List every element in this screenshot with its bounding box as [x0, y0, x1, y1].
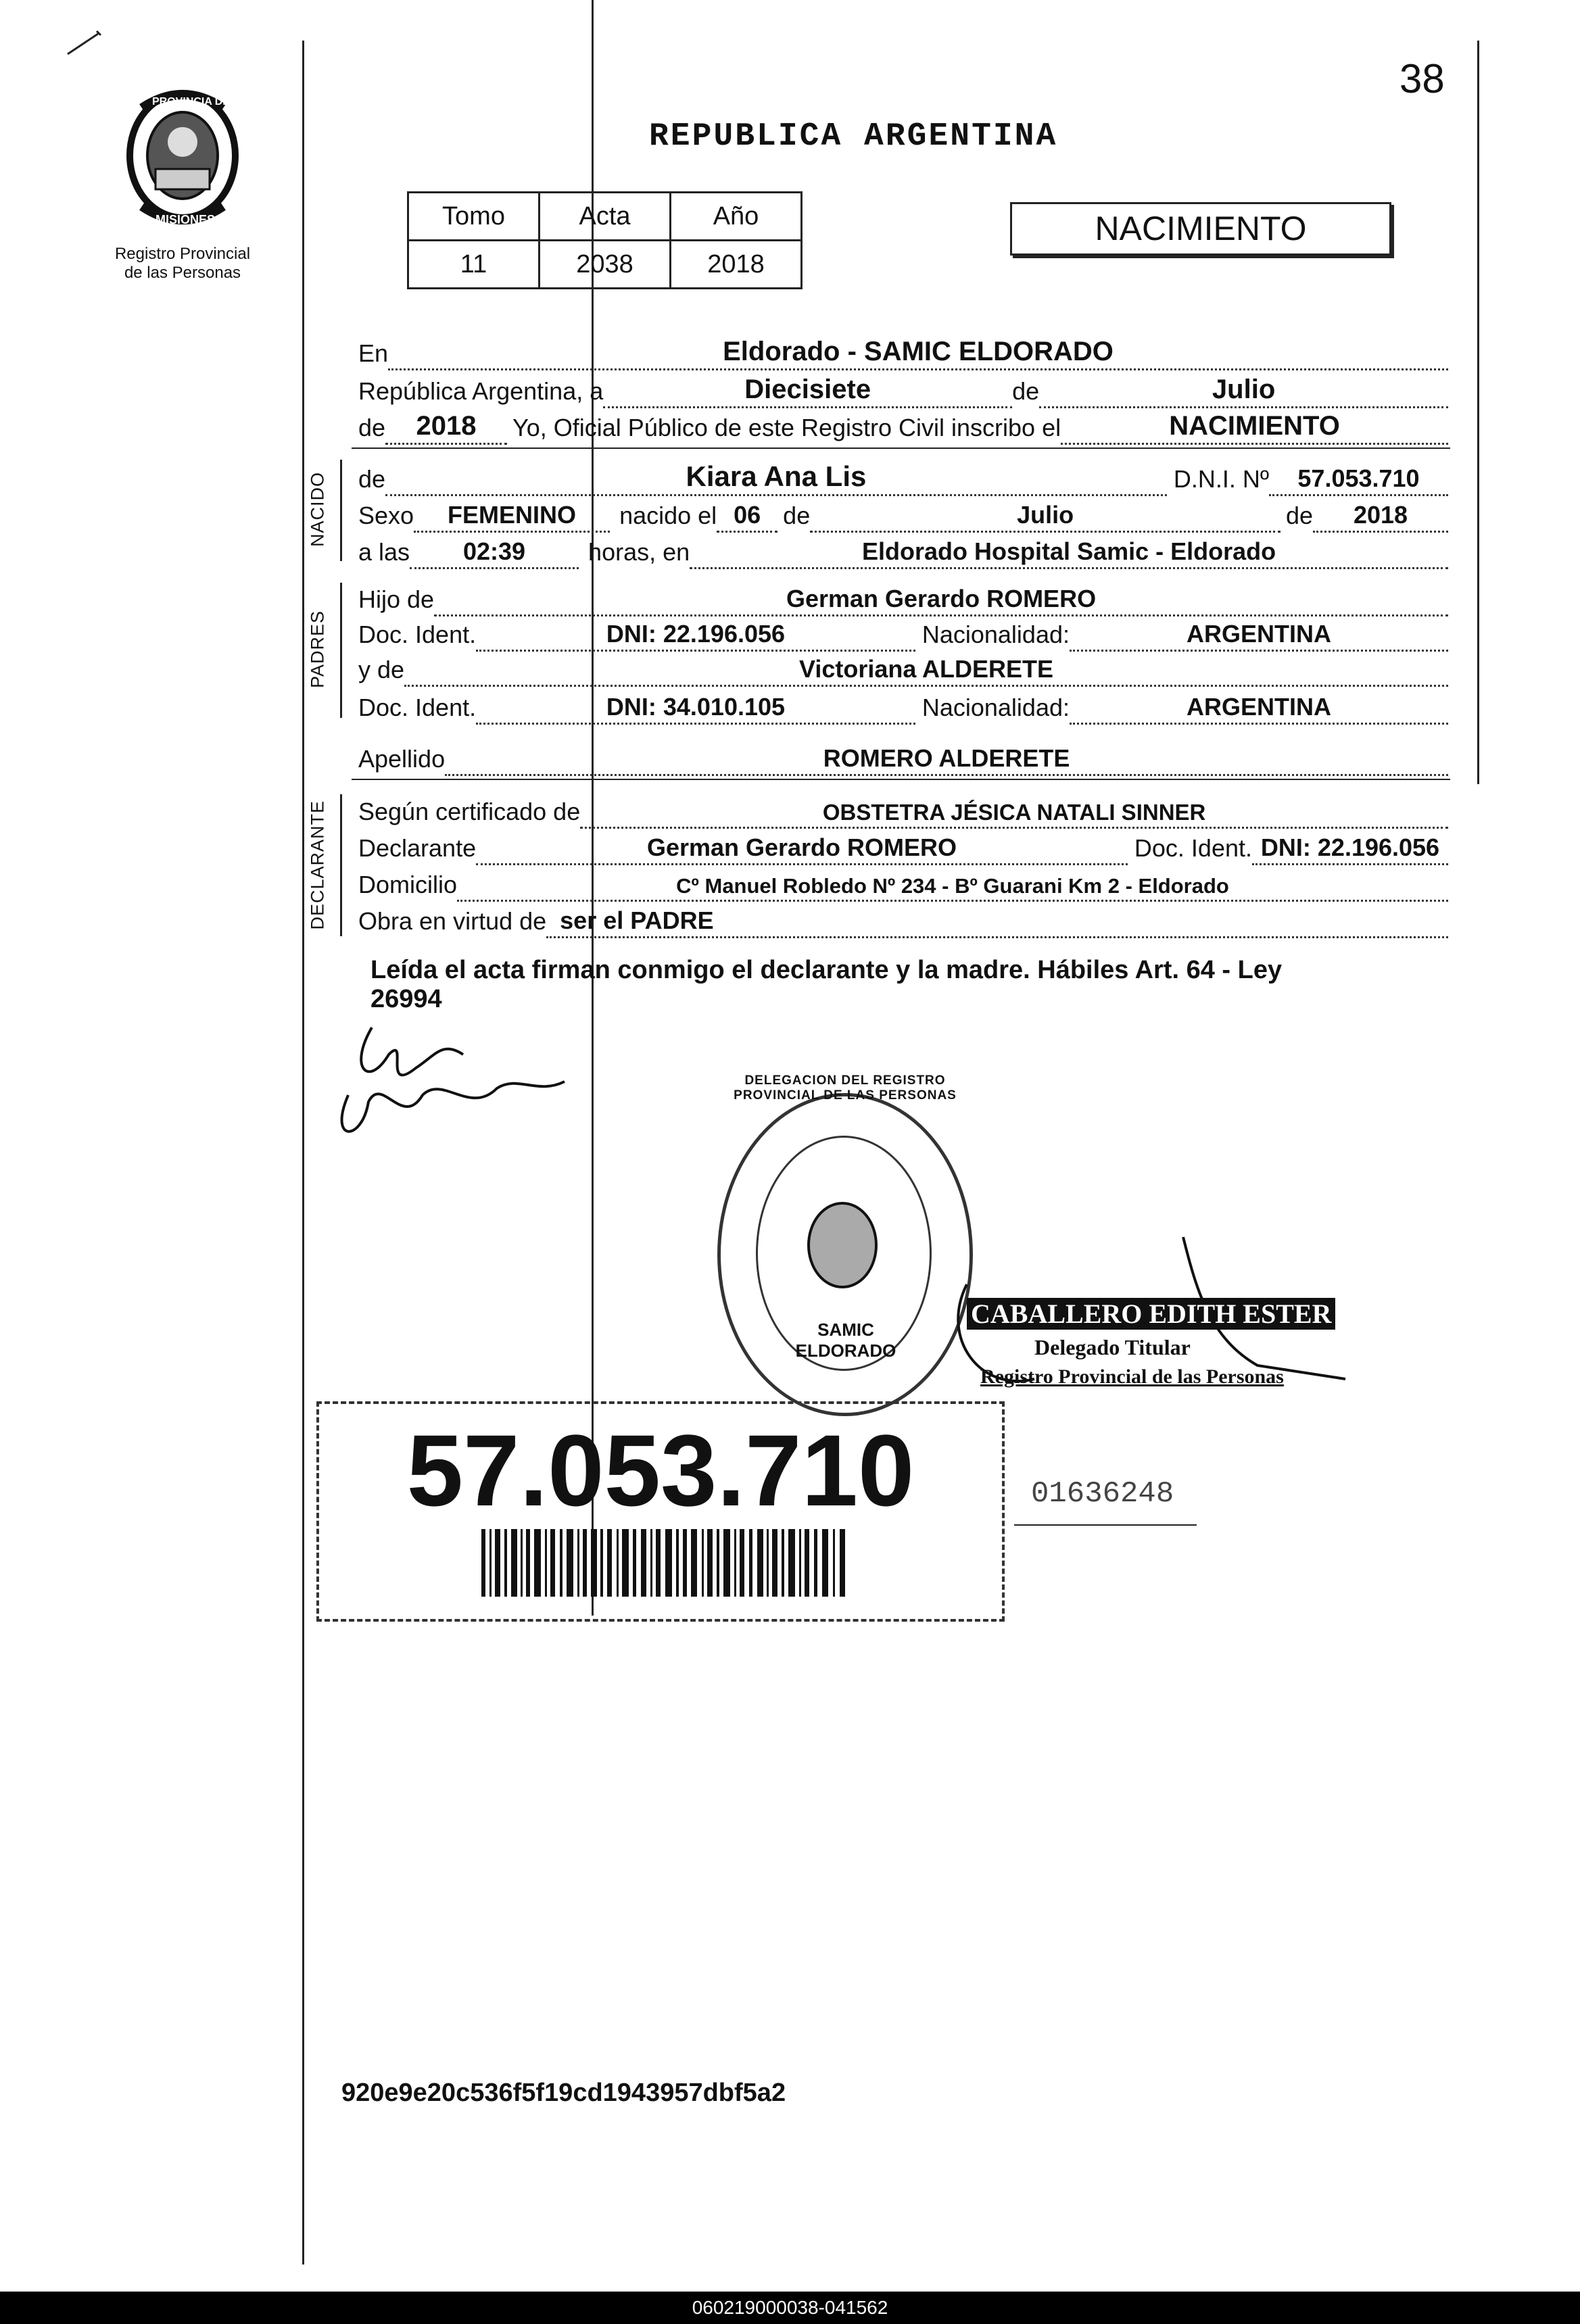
row-father: Hijo de German Gerardo ROMERO [358, 577, 1448, 616]
acta-header: Acta [540, 193, 671, 241]
father-name: German Gerardo ROMERO [434, 585, 1448, 616]
footer-id: 060219000038-041562 [692, 2297, 888, 2318]
place-value: Eldorado - SAMIC ELDORADO [388, 337, 1448, 370]
registry-label: Registro Provincial de las Personas [114, 245, 251, 282]
month-value: Julio [1039, 374, 1448, 408]
declarante-name: German Gerardo ROMERO [476, 833, 1128, 865]
document-hash: 920e9e20c536f5f19cd1943957dbf5a2 [341, 2079, 786, 2107]
birth-year: 2018 [1313, 501, 1448, 533]
emblem-bottom-text: MISIONES [155, 213, 216, 226]
father-doc: DNI: 22.196.056 [476, 620, 915, 652]
emblem-top-text: PROVINCIA DE [152, 96, 230, 107]
act-type-box: NACIMIENTO [1010, 202, 1391, 256]
acta-value: 2038 [540, 241, 671, 289]
child-dni: 57.053.710 [1269, 464, 1448, 496]
row-domicilio: Domicilio Cº Manuel Robledo Nº 234 - Bº Guarani Km 2 - Eldorado [358, 863, 1448, 902]
row-certificado: Según certificado de OBSTETRA JÉSICA NATALI SINNER [358, 790, 1448, 829]
closing-text: Leída el acta firman conmigo el declarante y la madre. Hábiles Art. 64 - Ley 26994 [370, 956, 1283, 1013]
mother-nationality: ARGENTINA [1070, 693, 1448, 725]
signatures [308, 1014, 592, 1149]
anio-value: 2018 [671, 241, 802, 289]
certificado-value: OBSTETRA JÉSICA NATALI SINNER [580, 800, 1448, 829]
mother-doc: DNI: 34.010.105 [476, 693, 915, 725]
row-name: de Kiara Ana Lis D.N.I. Nº 57.053.710 [358, 457, 1448, 496]
row-sexo: Sexo FEMENINO nacido el 06 de Julio de 2018 [358, 493, 1448, 533]
footer-id-bar [0, 2292, 1580, 2324]
child-name: Kiara Ana Lis [385, 460, 1167, 496]
tomo-value: 11 [408, 241, 540, 289]
stamp-inner-text: SAMIC ELDORADO [795, 1320, 896, 1361]
birth-month: Julio [810, 501, 1280, 533]
section-declarante: DECLARANTE [307, 800, 328, 930]
tomo-header: Tomo [408, 193, 540, 241]
row-father-doc: Doc. Ident. DNI: 22.196.056 Nacionalidad: ARGENTINA [358, 612, 1448, 652]
barcode-icon [481, 1529, 860, 1603]
row-hour: a las 02:39 horas, en Eldorado Hospital Samic - Eldorado [358, 530, 1448, 569]
province-emblem [115, 88, 250, 243]
row-republica: República Argentina, a Diecisiete de Julio [358, 369, 1448, 408]
row-declarante: Declarante German Gerardo ROMERO Doc. Ident. DNI: 22.196.056 [358, 826, 1448, 865]
row-mother: y de Victoriana ALDERETE [358, 648, 1448, 687]
official-name: CABALLERO EDITH ESTER [967, 1298, 1335, 1330]
day-words: Diecisiete [603, 374, 1012, 408]
domicilio-value: Cº Manuel Robledo Nº 234 - Bº Guarani Km 2 - Eldorado [457, 874, 1448, 902]
corner-mark-icon [64, 27, 105, 61]
official-office: Registro Provincial de las Personas [980, 1365, 1284, 1388]
year-value: 2018 [385, 411, 507, 445]
mother-name: Victoriana ALDERETE [404, 655, 1448, 687]
row-obra: Obra en virtud de ser el PADRE [358, 899, 1448, 938]
birth-place: Eldorado Hospital Samic - Eldorado [690, 537, 1448, 569]
birth-day: 06 [717, 501, 777, 533]
serial-number: 01636248 [1031, 1477, 1174, 1511]
sexo-value: FEMENINO [414, 501, 610, 533]
section-nacido: NACIDO [307, 472, 328, 548]
registry-stamp [717, 1073, 973, 1416]
father-nationality: ARGENTINA [1070, 620, 1448, 652]
stamp-ring-text: DELEGACION DEL REGISTRO PROVINCIAL DE LAS PERSONAS [734, 1073, 957, 1103]
obra-value: ser el PADRE [546, 906, 1448, 938]
stamp-emblem-icon [802, 1198, 883, 1292]
official-title: Delegado Titular [1034, 1335, 1191, 1359]
row-en: En Eldorado - SAMIC ELDORADO [358, 331, 1448, 370]
row-apellido: Apellido ROMERO ALDERETE [358, 737, 1448, 776]
reference-table [407, 191, 803, 289]
barcode-label [316, 1401, 1005, 1622]
country-title: REPUBLICA ARGENTINA [649, 118, 1058, 155]
anio-header: Año [671, 193, 802, 241]
inscribe-value: NACIMIENTO [1061, 411, 1448, 445]
birth-time: 02:39 [410, 537, 579, 569]
barcode-number: 57.053.710 [406, 1413, 915, 1527]
page-number: 38 [1399, 56, 1445, 101]
row-yo: de 2018 Yo, Oficial Público de este Registro Civil inscribo el NACIMIENTO [358, 406, 1448, 445]
apellido-value: ROMERO ALDERETE [445, 744, 1448, 776]
declarante-doc: DNI: 22.196.056 [1252, 833, 1448, 865]
row-mother-doc: Doc. Ident. DNI: 34.010.105 Nacionalidad: ARGENTINA [358, 685, 1448, 725]
section-padres: PADRES [307, 610, 328, 689]
